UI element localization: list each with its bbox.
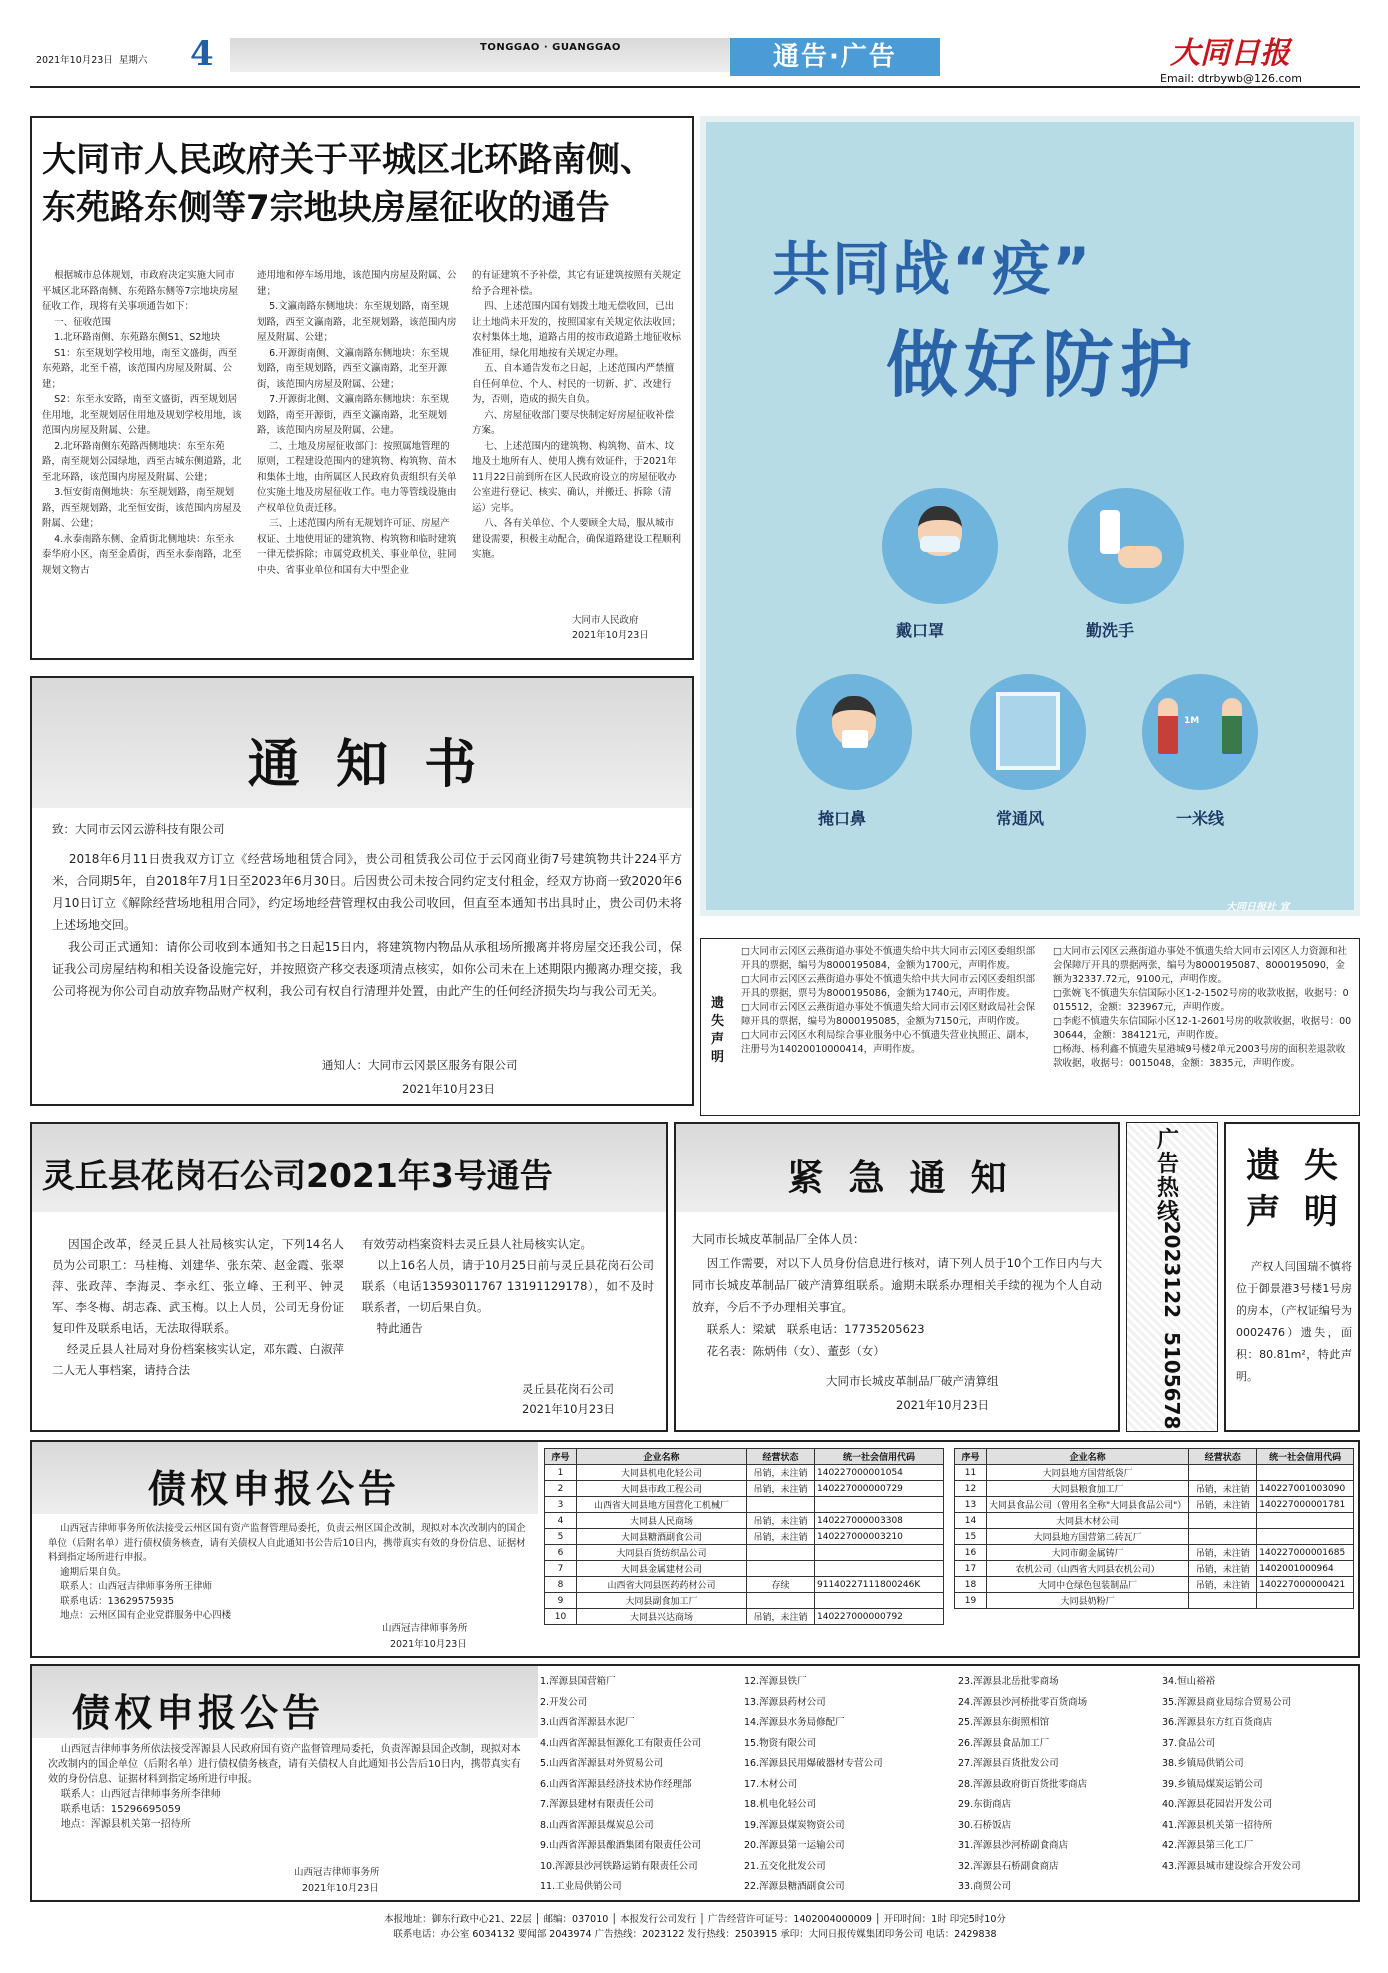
debt1-signature: 山西冠吉律师事务所	[382, 1623, 468, 1634]
footer-line-1: 本报地址：御东行政中心21、22层 │ 邮编：037010 │ 本报发行公司发行 │ 广告经营许可证号：1402004000009 │ 开印时间：1时 印完5时10分	[384, 1914, 1006, 1925]
lingqiu-date: 2021年10月23日	[522, 1402, 616, 1416]
cell-status	[747, 1497, 815, 1513]
list-item: 32.浑源县石桥副食商店	[958, 1860, 1059, 1872]
lingqiu-title: 灵丘县花岗石公司2021年3号通告	[42, 1156, 553, 1195]
cell-name: 山西省大同县医药药材公司	[577, 1577, 747, 1593]
table-row	[545, 1465, 944, 1481]
list-item: 41.浑源县机关第一招待所	[1162, 1819, 1273, 1831]
debt1-table-left	[544, 1448, 944, 1625]
footer	[30, 1912, 1360, 1942]
col-header-code: 统一社会信用代码	[815, 1449, 944, 1465]
notification-signature: 通知人：大同市云冈景区服务有限公司	[322, 1058, 518, 1072]
list-item: 1.浑源县国营箱厂	[540, 1676, 616, 1687]
lingqiu-body-2: 有效劳动档案资料去灵丘县人社局核实认定。 以上16名人员，请于10月25日前与灵丘县花岗石公司联系（电话13593011767 13191129178），如不及时联系者，一切后果自负。 特此通告	[362, 1237, 654, 1335]
property-lost-title-2: 声 明	[1246, 1192, 1338, 1232]
debt2-title: 债权申报公告	[72, 1691, 325, 1735]
cell-no: 14	[955, 1513, 987, 1529]
list-item: 19.浑源县煤炭物资公司	[744, 1819, 845, 1831]
cell-name: 大同县兴达商场	[577, 1609, 747, 1625]
cell-status	[1189, 1593, 1257, 1609]
cell-no: 11	[955, 1465, 987, 1481]
urgent-recipient: 大同市长城皮革制品厂全体人员：	[692, 1232, 865, 1246]
notice-column-1: 根据城市总体规划，市政府决定实施大同市平城区北环路南侧、东苑路东侧等7宗地块房屋征收工作，现将有关事项通告如下： 一、征收范围 1.北环路南侧、东苑路东侧S1、S2地块 S1：东至规划学校用地，南至文盛街，西至东苑路，北至千禧，该范围内房屋及附属、公建； S2：东至永安路，南至文盛街，西至规划居住用地，北至规划居住用地及规划学校用地，该范围内房屋及附属、公建。 2.北环路南侧东苑路西侧地块：东至东苑路，南至规划公园绿地，西至古城东侧道路，北至北环路，该范围内房屋及附属、公建； 3.恒安街南侧地块：东至规划路，南至规划路，西至规划路，北至恒安街，该范围内房屋及附属、公建； 4.永泰南路东侧、金盾街北侧地块：东至永泰华府小区，南至金盾街，西至永泰南路，北至规划文物古	[42, 270, 242, 576]
debt2-list-col2	[744, 1672, 954, 1898]
cell-code	[1257, 1465, 1354, 1481]
distance-label: 1M	[1184, 716, 1200, 726]
cell-name: 大同县地方国营第二砖瓦厂	[987, 1529, 1189, 1545]
cell-code	[815, 1497, 944, 1513]
list-item: 25.浑源县东街照相馆	[958, 1717, 1050, 1728]
list-item: 7.浑源县建材有限责任公司	[540, 1799, 654, 1810]
cell-status	[1189, 1465, 1257, 1481]
table-row	[955, 1513, 1354, 1529]
cell-status: 存续	[747, 1577, 815, 1593]
tissue-icon	[842, 730, 868, 748]
table-row	[545, 1545, 944, 1561]
table-row	[545, 1593, 944, 1609]
list-item: 36.浑源县东方红百货商店	[1162, 1717, 1273, 1728]
cell-name: 大同县副食加工厂	[577, 1593, 747, 1609]
notification-title: 通 知 书	[247, 735, 477, 795]
poster-item-cover: 掩口鼻	[818, 809, 867, 828]
urgent-date: 2021年10月23日	[896, 1398, 990, 1412]
header-pinyin: TONGGAO · GUANGGAO	[480, 42, 621, 53]
table-row	[545, 1609, 944, 1625]
cell-no: 3	[545, 1497, 577, 1513]
hand-icon	[1118, 546, 1162, 568]
table-row	[545, 1561, 944, 1577]
list-item: 2.开发公司	[540, 1696, 588, 1708]
urgent-notice	[674, 1122, 1120, 1432]
cell-name: 大同县金属建材公司	[577, 1561, 747, 1577]
cell-name: 大同县粮食加工厂	[987, 1481, 1189, 1497]
lingqiu-body-1: 因国企改革，经灵丘县人社局核实认定，下列14名人员为公司职工：马桂梅、刘建华、张东荣、赵金霞、张翠萍、张政萍、李海灵、李永红、张立峰、王利平、钟灵军、李冬梅、胡志森、武玉梅。以上人员，公司无身份证复印件及联系电话，无法取得联系。 经灵丘县人社局对身份档案核实认定，邓东霞、白淑萍二人无人事档案，请持合法	[52, 1237, 344, 1377]
cell-status	[1189, 1529, 1257, 1545]
list-item: 11.工业局供销公司	[540, 1881, 622, 1892]
poster-item-mask: 戴口罩	[896, 621, 945, 640]
cell-name: 农机公司（山西省大同县农机公司）	[987, 1561, 1189, 1577]
urgent-body: 因工作需要，对以下人员身份信息进行核对，请下列人员于10个工作日内与大同市长城皮革制品厂破产清算组联系。逾期未联系办理相关手续的视为个人自动放弃，今后不予办理相关事宜。 联系人：梁斌 联系电话：17735205623 花名表：陈炳伟（女）、董彭（女）	[692, 1256, 1102, 1358]
header-rule	[30, 86, 1360, 88]
cell-status	[747, 1545, 815, 1561]
poster-item-wash: 勤洗手	[1086, 621, 1135, 640]
person-left-icon	[1158, 698, 1178, 754]
list-item: 42.浑源县第三化工厂	[1162, 1840, 1254, 1851]
cell-code	[815, 1545, 944, 1561]
cell-status: 吊销，未注销	[747, 1513, 815, 1529]
list-item: 3.山西省浑源县水泥厂	[540, 1717, 635, 1728]
cell-no: 8	[545, 1577, 577, 1593]
cell-name: 大同中仓绿色包装制品厂	[987, 1577, 1189, 1593]
notice-title-line2: 东苑路东侧等7宗地块房屋征收的通告	[42, 188, 610, 228]
table-row	[955, 1545, 1354, 1561]
cell-code: 140227000003210	[815, 1529, 944, 1545]
debt2-body: 山西冠吉律师事务所依法接受浑源县人民政府国有资产监督管理局委托，负责浑源县国企改制，现拟对本次改制内的国企单位（后附名单）进行债权债务核查，请有关债权人自此通知书公告后10日内，携带真实有效的身份信息、证据材料到指定场所进行申报。 联系人：山西冠吉律师事务所李律师 联系电话：15296695059 地点：浑源县机关第一招待所	[48, 1744, 521, 1830]
cell-status: 吊销，未注销	[1189, 1545, 1257, 1561]
table-row	[545, 1497, 944, 1513]
hotline-number: 2023122 5105678	[1160, 1220, 1184, 1430]
table-row	[955, 1593, 1354, 1609]
list-item: 22.浑源县糖酒副食公司	[744, 1881, 845, 1892]
cell-no: 10	[545, 1609, 577, 1625]
cell-code	[815, 1593, 944, 1609]
table-row	[545, 1513, 944, 1529]
cell-name: 大同县地方国营纸袋厂	[987, 1465, 1189, 1481]
list-item: 37.食品公司	[1162, 1737, 1216, 1749]
cell-no: 19	[955, 1593, 987, 1609]
mask-icon	[920, 536, 960, 552]
cell-no: 15	[955, 1529, 987, 1545]
header-date: 2021年10月23日 星期六	[36, 55, 148, 66]
cell-code	[1257, 1593, 1354, 1609]
header-email: Email: dtrbywb@126.com	[1160, 72, 1302, 85]
list-item: 39.乡镇局煤炭运销公司	[1162, 1778, 1263, 1790]
cell-name: 大同市砌金属铸厂	[987, 1545, 1189, 1561]
cell-no: 4	[545, 1513, 577, 1529]
cell-status	[747, 1561, 815, 1577]
lost-statement-block	[700, 938, 1360, 1116]
col-header-no: 序号	[955, 1449, 987, 1465]
cell-no: 16	[955, 1545, 987, 1561]
urgent-signature: 大同市长城皮革制品厂破产清算组	[826, 1374, 999, 1388]
list-item: 5.山西省浑源县对外贸易公司	[540, 1758, 664, 1769]
list-item: 38.乡镇局供销公司	[1162, 1758, 1244, 1769]
notification-recipient: 致：大同市云冈云游科技有限公司	[52, 822, 225, 836]
table-row	[955, 1529, 1354, 1545]
cell-no: 12	[955, 1481, 987, 1497]
debt1-table-right	[954, 1448, 1354, 1609]
list-item: 12.浑源县铁厂	[744, 1676, 807, 1687]
list-item: 14.浑源县水务局修配厂	[744, 1717, 845, 1728]
cell-no: 5	[545, 1529, 577, 1545]
notification-body: 2018年6月11日贵我双方订立《经营场地租赁合同》，贵公司租赁我公司位于云冈商业街7号建筑物共计224平方米，合同期5年，自2018年7月1日至2023年6月30日。后因贵公司未按合同约定支付租金，经双方协商一致2020年6月10日订立《解除经营场地租用合同》，约定场地经营管理权由我公司收回，但直至本通知书出具时止，贵公司仍未将上述场地交回。 我公司正式通知：请你公司收到本通知书之日起15日内，将建筑物内物品从承租场所搬离并将房屋交还我公司，保证我公司房屋结构和相关设备设施完好，并按照资产移交表逐项清点核实，如你公司未在上述期限内搬离办理交接，我公司将视为你公司自动放弃物品财产权利，我公司有权自行清理并处置，由此产生的任何经济损失均与我公司无关。	[52, 852, 682, 998]
col-header-name: 企业名称	[987, 1449, 1189, 1465]
cell-name: 大同县机电化轻公司	[577, 1465, 747, 1481]
cell-no: 17	[955, 1561, 987, 1577]
ad-hotline	[1126, 1122, 1218, 1432]
notice-signature: 大同市人民政府	[572, 615, 639, 626]
notification-date: 2021年10月23日	[402, 1082, 496, 1096]
notification-letter	[30, 676, 694, 1106]
table-row	[545, 1481, 944, 1497]
footer-line-2: 联系电话：办公室 6034132 要闻部 2043974 广告热线：2023122 发行热线：2503915 承印：大同日报传媒集团印务公司 电话：2429838	[393, 1929, 997, 1940]
cell-code: 140227000001054	[815, 1465, 944, 1481]
debt1-body: 山西冠吉律师事务所依法接受云州区国有资产监督管理局委托，负责云州区国企改制，现拟对本次改制内的国企单位（后附名单）进行债权债务核查，请有关债权人自此通知书公告后10日内，携带真实有效的身份信息、证据材料到指定场所进行申报。 逾期后果自负。 联系人：山西冠吉律师事务所王律师 联系电话：13629575935 地点：云州区国有企业党群服务中心四楼	[48, 1523, 526, 1621]
cell-status: 吊销，未注销	[1189, 1561, 1257, 1577]
list-item: 6.山西省浑源县经济技术协作经理部	[540, 1778, 692, 1790]
col-header-status: 经营状态	[747, 1449, 815, 1465]
list-item: 34.恒山裕裕	[1162, 1676, 1216, 1687]
notice-date: 2021年10月23日	[572, 630, 649, 641]
cell-code: 140227000000421	[1257, 1577, 1354, 1593]
cell-name: 大同县人民商场	[577, 1513, 747, 1529]
col-header-no: 序号	[545, 1449, 577, 1465]
list-item: 16.浑源县民用爆破器材专营公司	[744, 1758, 883, 1769]
col-header-name: 企业名称	[577, 1449, 747, 1465]
cell-code	[815, 1561, 944, 1577]
cell-status: 吊销，未注销	[747, 1481, 815, 1497]
window-icon	[996, 692, 1060, 770]
table-row	[955, 1497, 1354, 1513]
list-item: 29.东街商店	[958, 1799, 1012, 1810]
debt1-title: 债权申报公告	[148, 1467, 401, 1511]
table-row	[955, 1481, 1354, 1497]
lost-statement-label: 遗失声明	[711, 996, 725, 1065]
cell-code: 140227000001685	[1257, 1545, 1354, 1561]
cell-no: 9	[545, 1593, 577, 1609]
property-lost-statement	[1224, 1122, 1360, 1432]
table-row	[545, 1529, 944, 1545]
notice-column-3: 的有证建筑不予补偿，其它有证建筑按照有关规定给予合理补偿。 四、上述范围内国有划拨土地无偿收回，已出让土地尚未开发的，按照国家有关规定依法收回；农村集体土地，道路占用的按市政道路土地征收标准征用，绿化用地按有关规定办理。 五、自本通告发布之日起，上述范围内严禁擅自任何单位、个人、村民的一切新、扩、改建行为，否则，造成的损失自负。 六、房屋征收部门要尽快制定好房屋征收补偿方案。 七、上述范围内的建筑物、构筑物、苗木、坟地及土地所有人、使用人携有效证件，于2021年11月22日前到所在区人民政府设立的房屋征收办公室进行登记、核实、确认，并搬迁、拆除（清运）完毕。 八、各有关单位、个人要顾全大局，服从城市建设需要，积极主动配合，确保道路建设工程顺利实施。	[472, 270, 682, 560]
cell-status: 吊销，未注销	[747, 1465, 815, 1481]
list-item: 17.木材公司	[744, 1778, 798, 1790]
debt-announcement-yunzhou	[30, 1440, 1360, 1658]
cell-status	[1189, 1513, 1257, 1529]
cell-code: 1402001000964	[1257, 1561, 1354, 1577]
list-item: 15.物资有限公司	[744, 1737, 817, 1749]
debt2-list-col3	[958, 1672, 1158, 1898]
list-item: 43.浑源县城市建设综合开发公司	[1162, 1860, 1301, 1872]
cell-code: 140227000000792	[815, 1609, 944, 1625]
cell-no: 18	[955, 1577, 987, 1593]
lost-statement-left: □大同市云冈区云燕街道办事处不慎遗失给中共大同市云冈区委组织部开具的票据，编号为8000195084，金额为1700元，声明作废。 □大同市云冈区云燕街道办事处不慎遗失给中共大同市云冈区委组织部开具的票据，票号为8000195086，金额为1740元，声明作废。 □大同市云冈区云燕街道办事处不慎遗失给大同市云冈区财政局社会保障开具的票据，编号为8000195085，金额为7150元，声明作废。 □大同市云冈区水利局综合事业服务中心不慎遗失营业执照正、副本，注册号为14020010000414，声明作废。	[741, 946, 1035, 1055]
cell-status: 吊销，未注销	[1189, 1481, 1257, 1497]
debt2-date: 2021年10月23日	[302, 1883, 379, 1894]
cell-status: 吊销，未注销	[1189, 1497, 1257, 1513]
cell-name: 大同县奶粉厂	[987, 1593, 1189, 1609]
person-right-icon	[1222, 698, 1242, 754]
hotline-label: 广告热线	[1157, 1128, 1180, 1225]
debt-announcement-hunyuan	[30, 1664, 1360, 1902]
col-header-status: 经营状态	[1189, 1449, 1257, 1465]
notice-title-line1: 大同市人民政府关于平城区北环路南侧、	[42, 140, 654, 180]
cell-name: 大同县木材公司	[987, 1513, 1189, 1529]
lingqiu-notice	[30, 1122, 668, 1432]
cell-code	[1257, 1529, 1354, 1545]
table-row	[955, 1465, 1354, 1481]
cell-status: 吊销，未注销	[747, 1609, 815, 1625]
page-number: 4	[190, 34, 214, 74]
cell-status	[747, 1593, 815, 1609]
cell-no: 13	[955, 1497, 987, 1513]
cell-code: 140227000000729	[815, 1481, 944, 1497]
cell-status: 吊销，未注销	[747, 1529, 815, 1545]
soap-bottle-icon	[1100, 510, 1120, 554]
list-item: 9.山西省浑源县酿酒集团有限责任公司	[540, 1840, 702, 1851]
cell-status: 吊销，未注销	[1189, 1577, 1257, 1593]
list-item: 21.五交化批发公司	[744, 1860, 826, 1872]
cell-no: 1	[545, 1465, 577, 1481]
table-row	[955, 1561, 1354, 1577]
expropriation-notice	[30, 116, 694, 660]
lingqiu-signature: 灵丘县花岗石公司	[522, 1382, 614, 1396]
debt1-date: 2021年10月23日	[390, 1639, 467, 1650]
header	[30, 28, 1360, 90]
property-lost-title-1: 遗 失	[1246, 1146, 1338, 1186]
cell-code	[1257, 1513, 1354, 1529]
table-row	[545, 1577, 944, 1593]
list-item: 31.浑源县沙河桥副食商店	[958, 1840, 1069, 1851]
list-item: 8.山西省浑源县煤炭总公司	[540, 1819, 654, 1831]
cell-name: 大同县食品公司（曾用名全称"大同县食品公司"）	[987, 1497, 1189, 1513]
section-tag: 通告·广告	[730, 38, 940, 76]
list-item: 13.浑源县药材公司	[744, 1696, 826, 1708]
debt2-list-col4	[1162, 1672, 1358, 1877]
cell-no: 2	[545, 1481, 577, 1497]
list-item: 30.石桥饭店	[958, 1819, 1012, 1831]
list-item: 26.浑源县食品加工厂	[958, 1737, 1050, 1749]
list-item: 35.浑源县商业局综合贸易公司	[1162, 1696, 1292, 1708]
list-item: 28.浑源县政府街百货批零商店	[958, 1778, 1088, 1790]
cell-code: 140227001003090	[1257, 1481, 1354, 1497]
newspaper-logo: 大同日报	[1170, 36, 1290, 71]
cell-name: 大同县糖酒副食公司	[577, 1529, 747, 1545]
cell-code: 140227000001781	[1257, 1497, 1354, 1513]
table-row	[955, 1577, 1354, 1593]
col-header-code: 统一社会信用代码	[1257, 1449, 1354, 1465]
poster-item-ventilate: 常通风	[996, 809, 1045, 828]
list-item: 20.浑源县第一运输公司	[744, 1840, 845, 1851]
list-item: 24.浑源县沙河桥批零百货商场	[958, 1696, 1088, 1708]
cell-name: 山西省大同县地方国营化工机械厂	[577, 1497, 747, 1513]
urgent-title: 紧 急 通 知	[787, 1158, 1007, 1199]
list-item: 27.浑源县百货批发公司	[958, 1758, 1059, 1769]
list-item: 10.浑源县沙河铁路运销有限责任公司	[540, 1860, 698, 1872]
list-item: 33.商贸公司	[958, 1881, 1012, 1892]
poster-title-1: 共同战“疫”	[772, 235, 1093, 303]
poster-credit: 大同日报社 宣	[1226, 902, 1290, 913]
anti-epidemic-poster	[700, 116, 1360, 916]
property-lost-body: 产权人闫国瑞不慎将位于御景港3号楼1号房的房本，（产权证编号为0002476）遗失，面积：80.81m²，特此声明。	[1236, 1260, 1352, 1383]
cell-no: 7	[545, 1561, 577, 1577]
cell-name: 大同县百货纺织品公司	[577, 1545, 747, 1561]
debt2-signature: 山西冠吉律师事务所	[294, 1867, 380, 1878]
cell-no: 6	[545, 1545, 577, 1561]
list-item: 4.山西省浑源县恒源化工有限责任公司	[540, 1737, 702, 1749]
debt2-list-col1	[540, 1672, 740, 1898]
notice-column-2: 迹用地和停车场用地，该范围内房屋及附属、公建； 5.文瀛南路东侧地块：东至规划路，南至规划路，西至文瀛南路，北至规划路，该范围内房屋及附属、公建； 6.开源街南侧、文瀛南路东侧地块：东至规划路，南至规划路，西至文瀛南路，北至开源街，该范围内房屋及附属、公建； 7.开源街北侧、文瀛南路东侧地块：东至规划路，南至开源街，西至文瀛南路，北至规划路，该范围内房屋及附属、公建。 二、土地及房屋征收部门：按照属地管理的原则，工程建设范围内的建筑物、构筑物、苗木和集体土地，由所属区人民政府负责组织有关单位实施土地及房屋征收工作。电力等管线设施由产权单位负责迁移。 三、上述范围内所有无规划许可证、房屋产权证、土地使用证的建筑物、构筑物和临时建筑一律无偿拆除；市属党政机关、事业单位，驻同中央、省事业单位和国有大中型企业	[257, 270, 457, 576]
cell-code: 140227000003308	[815, 1513, 944, 1529]
lost-statement-right: □大同市云冈区云燕街道办事处不慎遗失给大同市云冈区人力资源和社会保障厅开具的票据两张，编号为8000195087、8000195090，金额为32337.72元，9100元，声明作废。 □张婉飞不慎遗失东信国际小区1-2-1502号房的收款收据，收据号：0015512，金额：323967元，声明作废。 □李彪不慎遗失东信国际小区12-1-2601号房的收款收据，收据号：0030644，金额：384121元，声明作废。 □杨海、杨利鑫不慎遗失星港城9号楼2单元2003号房的面积差退款收款收据，收据号：0015048，金额：3835元，声明作废。	[1053, 946, 1352, 1069]
poster-item-distance: 一米线	[1176, 809, 1225, 828]
cell-name: 大同县市政工程公司	[577, 1481, 747, 1497]
list-item: 40.浑源县花园岩开发公司	[1162, 1799, 1273, 1810]
poster-title-2: 做好防护	[886, 323, 1199, 407]
cell-code: 91140227111800246K	[815, 1577, 944, 1593]
list-item: 23.浑源县北岳批零商场	[958, 1676, 1059, 1687]
list-item: 18.机电化轻公司	[744, 1799, 817, 1810]
